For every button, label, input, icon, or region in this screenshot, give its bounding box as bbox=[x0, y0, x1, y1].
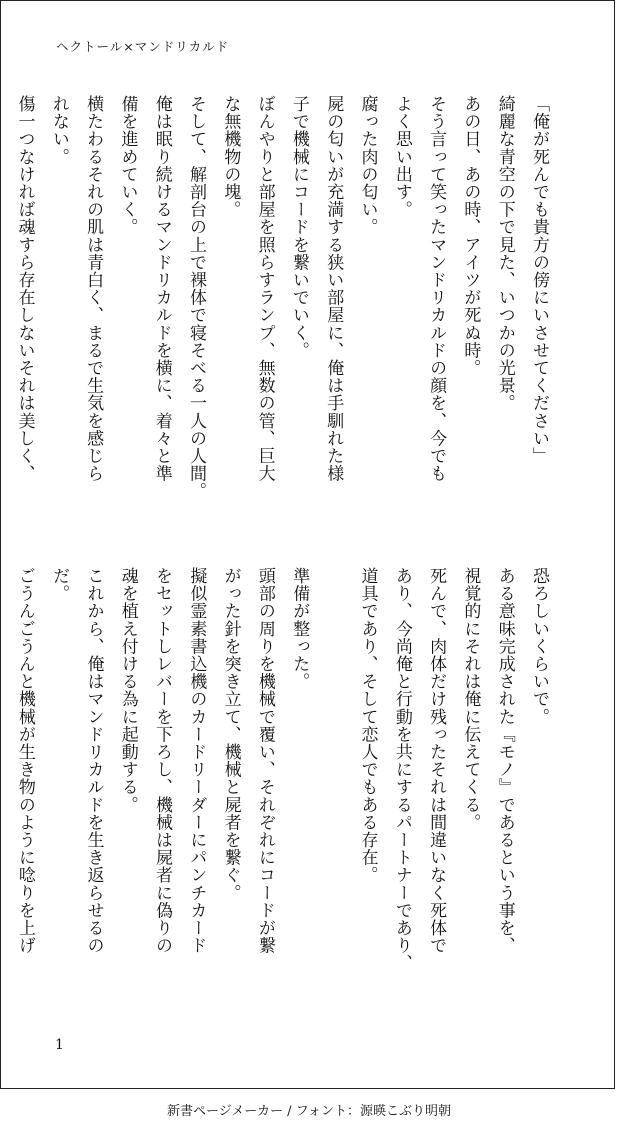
text-line: 子で機械にコードを繋いでいく。 bbox=[288, 95, 309, 359]
text-line: れない。 bbox=[48, 95, 69, 166]
text-line: 傷一つなければ魂すら存在しないそれは美しく、 bbox=[14, 95, 35, 483]
text-line: 準備が整った。 bbox=[289, 567, 310, 691]
text-line: そして、解剖台の上で裸体で寝そべる一人の人間。 bbox=[186, 95, 207, 500]
text-line: 横たわるそれの肌は青白く、まるで生気を感じら bbox=[83, 95, 104, 483]
text-line: 「俺が死んでも貴方の傍にいさせてください」 bbox=[529, 95, 549, 465]
text-line: 魂を植え付ける為に起動する。 bbox=[117, 567, 138, 814]
text-line: 視覚的にそれは俺に伝えてくる。 bbox=[460, 567, 481, 831]
footer-credit: 新書ページメーカー / フォント：源暎こぶり明朝 bbox=[166, 1104, 452, 1119]
text-line: ある意味完成された『モノ』であるという事を、 bbox=[494, 567, 515, 955]
body-text-bottom-block bbox=[14, 567, 556, 1017]
text-line: ごうんごうんと機械が生き物のように唸りを上げ bbox=[14, 567, 35, 955]
text-line: だ。 bbox=[49, 567, 70, 603]
text-line: がった針を突き立て、機械と屍者を繋ぐ。 bbox=[220, 567, 241, 902]
text-line: ぼんやりと部屋を照らすランプ、無数の管、巨大 bbox=[254, 95, 275, 483]
text-line: 屍の匂いが充満する狭い部屋に、俺は手馴れた様 bbox=[323, 95, 344, 483]
text-line: 道具であり、そして恋人でもある存在。 bbox=[357, 567, 378, 884]
blank-line bbox=[316, 567, 350, 1017]
body-text-top-block bbox=[14, 95, 556, 545]
text-line: これから、俺はマンドリカルドを生き返らせるの bbox=[83, 567, 104, 955]
text-line: あり、今尚俺と行動を共にするパートナーであり、 bbox=[391, 567, 412, 972]
text-line bbox=[0, 567, 8, 1017]
text-line: 綺麗な青空の下で見た、いつかの光景。 bbox=[494, 95, 515, 412]
text-line: をセットしレバーを下ろし、機械は屍者に偽りの bbox=[152, 567, 173, 955]
text-line: 俺は眠り続けるマンドリカルドを横に、着々と準 bbox=[151, 95, 172, 483]
text-line: あの日、あの時、アイツが死ぬ時。 bbox=[460, 95, 481, 377]
text-line: 頭部の周りを機械で覆い、それぞれにコードが繋 bbox=[254, 567, 275, 955]
text-line: そう言って笑ったマンドリカルドの顔を、今でも bbox=[426, 95, 447, 483]
text-line: な無機物の塊。 bbox=[220, 95, 241, 219]
text-line: 腐った肉の匂い。 bbox=[357, 95, 378, 236]
running-header-title: ヘクトール×マンドリカルド bbox=[56, 39, 230, 54]
text-line: 擬似霊素書込機のカードリーダーにパンチカード bbox=[186, 567, 207, 955]
text-line: 死んで、肉体だけ残ったそれは間違いなく死体で bbox=[426, 567, 447, 955]
text-line: よく思い出す。 bbox=[391, 95, 412, 219]
page-number: 1 bbox=[55, 1037, 64, 1053]
text-line: 備を進めていく。 bbox=[117, 95, 138, 236]
text-line: 恐ろしいくらいで。 bbox=[529, 567, 549, 726]
